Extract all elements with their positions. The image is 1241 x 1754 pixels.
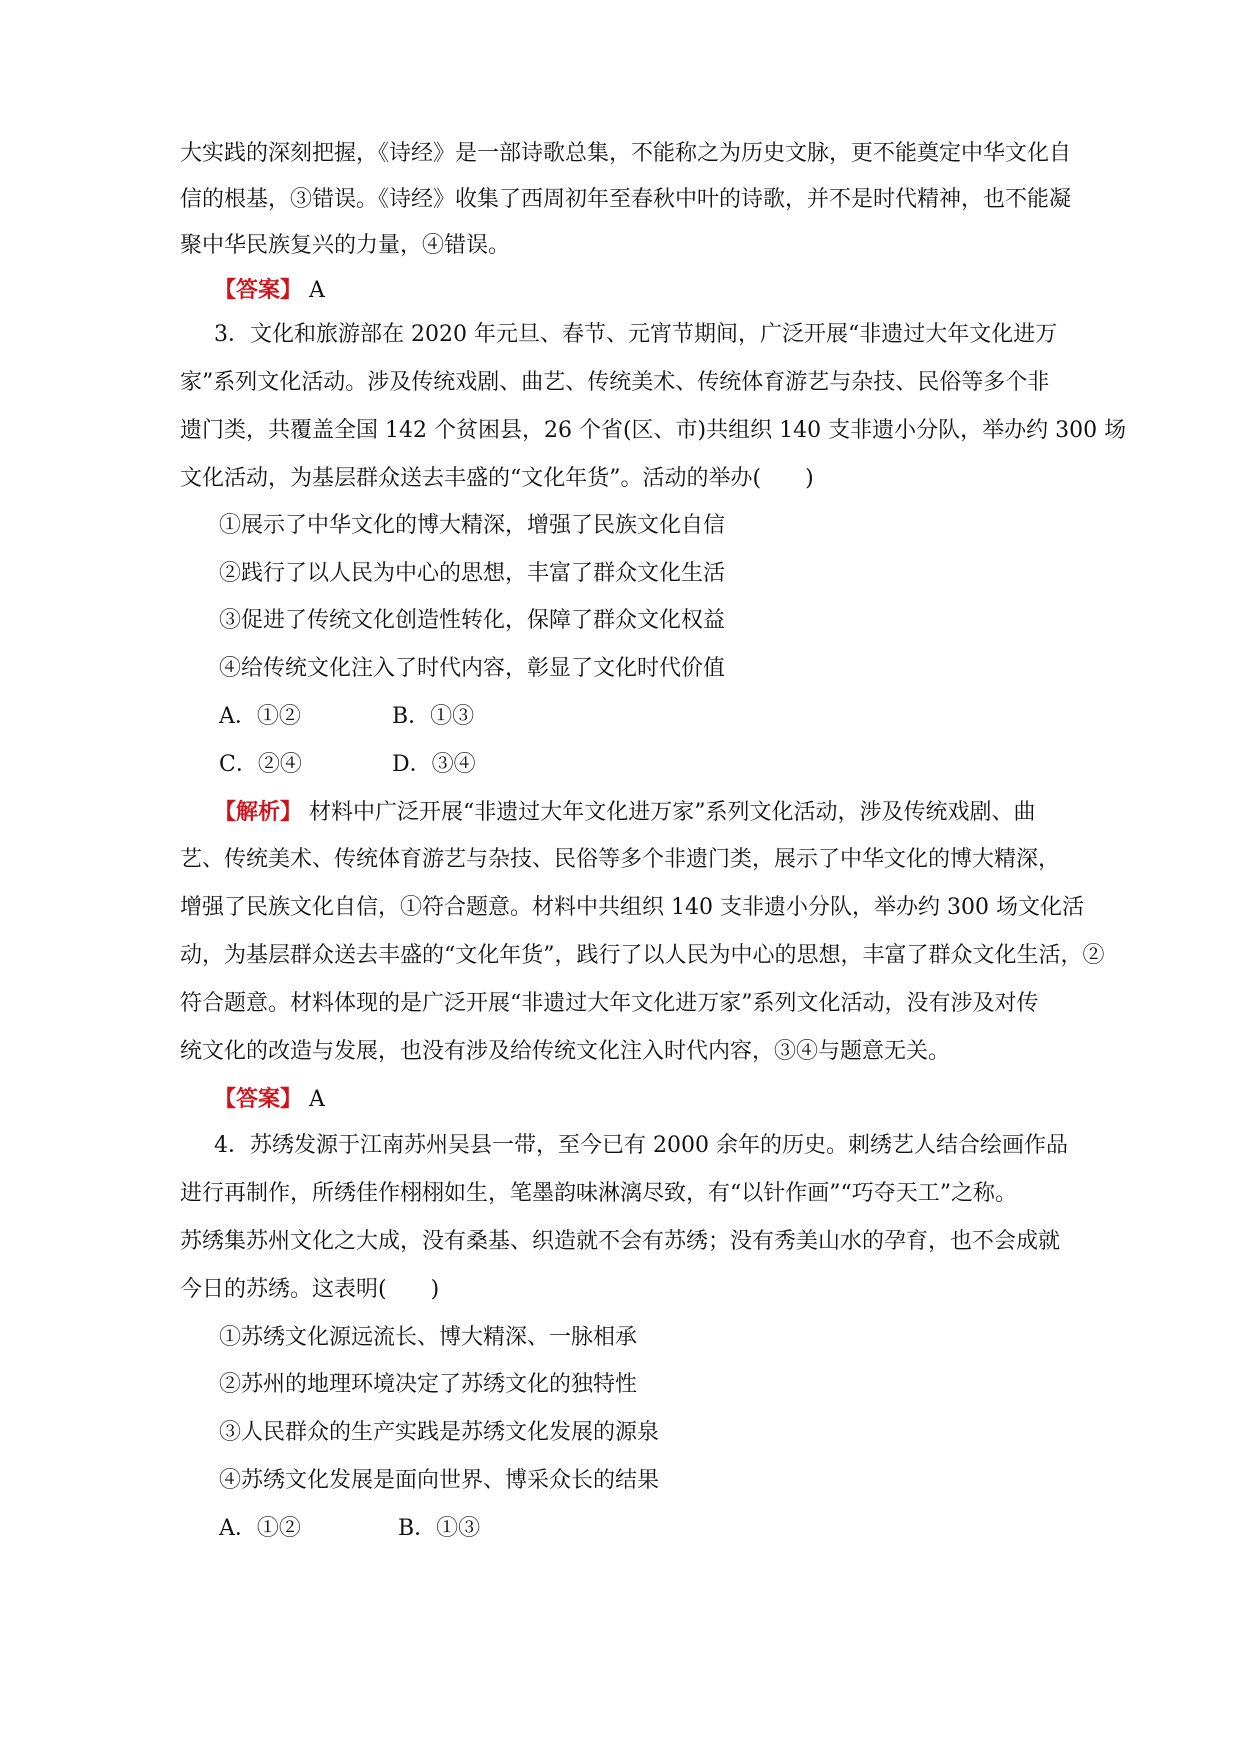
q3-analysis-line (214, 797, 1064, 828)
q4-statement: ②苏州的地理环境决定了苏绣文化的独特性 (219, 1372, 638, 1397)
answer-value: A (302, 1087, 325, 1112)
analysis-tag: 【解析】 (214, 799, 303, 825)
q3-option-a: A．①② (219, 704, 301, 729)
q4-statement: ④苏绣文化发展是面向世界、博采众长的结果 (219, 1468, 660, 1493)
q3-stem-line: 3．文化和旅游部在 2020 年元旦、春节、元宵节期间，广泛开展“非遗过大年文化进万 (214, 322, 1058, 347)
q4-stem-line: 4．苏绣发源于江南苏州吴县一带，至今已有 2000 余年的历史。刺绣艺人结合绘画作品 (214, 1133, 1068, 1158)
q3-statement: ④给传统文化注入了时代内容，彰显了文化时代价值 (219, 656, 726, 681)
intro-line: 大实践的深刻把握，《诗经》是一部诗歌总集，不能称之为历史文脉，更不能奠定中华文化自 (180, 141, 1072, 166)
q4-option-a: A．①② (219, 1516, 301, 1541)
q3-option-d: D．③④ (392, 752, 476, 777)
q4-stem-line: 苏绣集苏州文化之大成，没有桑基、织造就不会有苏绣；没有秀美山水的孕育，也不会成就 (180, 1229, 1061, 1254)
q3-option-c: C．②④ (219, 752, 302, 777)
q3-analysis-line: 动，为基层群众送去丰盛的“文化年货”，践行了以人民为中心的思想，丰富了群众文化生活，② (180, 943, 1105, 968)
q4-statement: ①苏绣文化源远流长、博大精深、一脉相承 (219, 1325, 638, 1350)
q4-option-b: B．①③ (398, 1516, 481, 1541)
q3-analysis-line: 增强了民族文化自信，①符合题意。材料中共组织 140 支非遗小分队，举办约 300 场文化活 (180, 895, 1084, 920)
q4-stem-line: 进行再制作，所绣佳作栩栩如生，笔墨韵味淋漓尽致，有“以针作画”“巧夺天工”之称。 (180, 1181, 1017, 1206)
analysis-text: 材料中广泛开展“非遗过大年文化进万家”系列文化活动，涉及传统戏剧、曲 (302, 800, 1036, 825)
q3-stem-line: 文化活动，为基层群众送去丰盛的“文化年货”。活动的举办( ) (180, 466, 814, 491)
q3-answer (214, 1084, 614, 1115)
intro-answer (214, 275, 614, 306)
q3-analysis-line: 艺、传统美术、传统体育游艺与杂技、民俗等多个非遗门类，展示了中华文化的博大精深， (180, 847, 1061, 872)
q3-analysis-line: 统文化的改造与发展，也没有涉及给传统文化注入时代内容，③④与题意无关。 (180, 1039, 951, 1064)
answer-tag: 【答案】 (214, 1086, 303, 1112)
q3-analysis-line: 符合题意。材料体现的是广泛开展“非遗过大年文化进万家”系列文化活动，没有涉及对传 (180, 991, 1039, 1016)
q3-statement: ②践行了以人民为中心的思想，丰富了群众文化生活 (219, 561, 726, 586)
q3-stem-line: 家”系列文化活动。涉及传统戏剧、曲艺、传统美术、传统体育游艺与杂技、民俗等多个非 (180, 370, 1050, 395)
q3-option-b: B．①③ (392, 704, 475, 729)
intro-line: 信的根基，③错误。《诗经》收集了西周初年至春秋中叶的诗歌，并不是时代精神，也不能凝 (180, 187, 1072, 212)
q3-statement: ①展示了中华文化的博大精深，增强了民族文化自信 (219, 513, 726, 538)
q4-statement: ③人民群众的生产实践是苏绣文化发展的源泉 (219, 1420, 660, 1445)
q3-statement: ③促进了传统文化创造性转化，保障了群众文化权益 (219, 608, 726, 633)
answer-value: A (302, 278, 325, 303)
answer-tag: 【答案】 (214, 277, 303, 303)
intro-line: 聚中华民族复兴的力量，④错误。 (180, 233, 511, 258)
q3-stem-line: 遗门类，共覆盖全国 142 个贫困县，26 个省(区、市)共组织 140 支非遗小分队，举办约 300 场 (180, 418, 1127, 443)
q4-stem-line: 今日的苏绣。这表明( ) (180, 1277, 440, 1302)
